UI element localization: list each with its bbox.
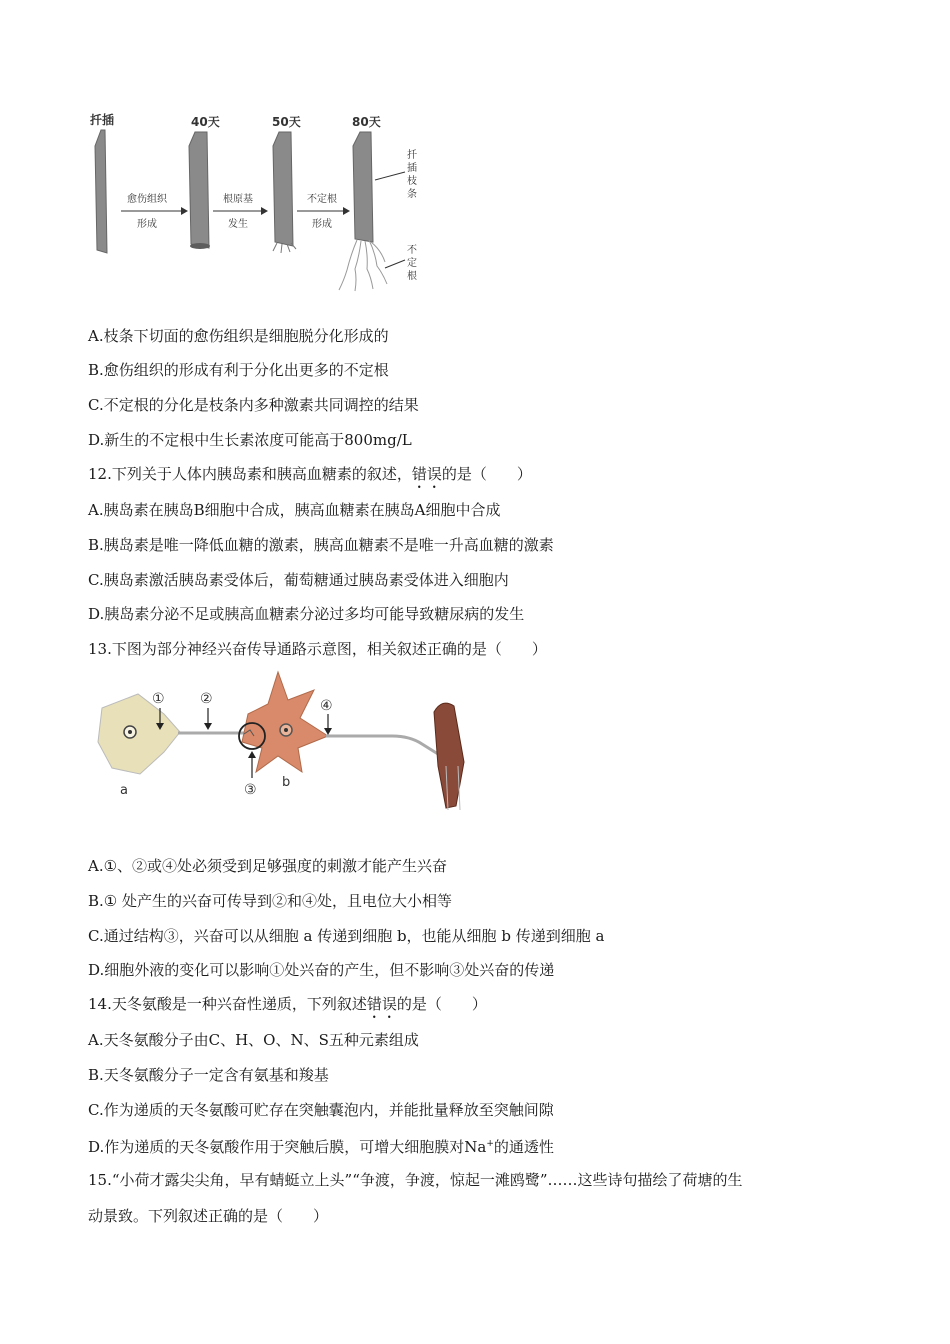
- q13-option-b: B.① 处产生的兴奋可传导到②和④处，且电位大小相等: [88, 892, 453, 910]
- q12-option-c: C.胰岛素激活胰岛素受体后，葡萄糖通过胰岛素受体进入细胞内: [88, 571, 509, 589]
- arrow-n2-head: [204, 723, 212, 730]
- q11-option-d: D.新生的不定根中生长素浓度可能高于800mg/L: [88, 431, 412, 449]
- q12-option-b: B.胰岛素是唯一降低血糖的激素，胰高血糖素不是唯一升高血糖的激素: [88, 536, 554, 554]
- neuron-a-body: [98, 694, 180, 774]
- q13-stem: 13.下图为部分神经兴奋传导通路示意图，相关叙述正确的是（ ）: [88, 640, 547, 658]
- cutting-stage-2: [273, 132, 293, 246]
- cutting-stage-3: [353, 132, 373, 242]
- q14-stem-before: 14.天冬氨酸是一种兴奋性递质，下列叙述: [88, 995, 367, 1013]
- arrow-n3-head: [248, 751, 256, 758]
- q12-option-d: D.胰岛素分泌不足或胰高血糖素分泌过多均可能导致糖尿病的发生: [88, 605, 525, 623]
- side-label-bottom-0: 不: [407, 245, 417, 256]
- arrow-label-1a: 愈伤组织: [127, 194, 167, 205]
- label-n3: ③: [244, 782, 257, 798]
- side-label-top-1: 插: [407, 163, 417, 174]
- arrow-label-2a: 根原基: [223, 194, 253, 205]
- q13-option-c: C.通过结构③，兴奋可以从细胞 a 传递到细胞 b，也能从细胞 b 传递到细胞 a: [88, 927, 605, 945]
- q12-stem: [88, 464, 532, 492]
- leader-line-cutting: [375, 172, 405, 180]
- q12-stem-emph: 错误: [411, 465, 442, 483]
- axon-b: [326, 736, 438, 754]
- arrow-label-3b: 形成: [312, 219, 332, 230]
- q14-option-a: A.天冬氨酸分子由C、H、O、N、S五种元素组成: [88, 1031, 419, 1049]
- arrow-label-2b: 发生: [228, 219, 248, 230]
- side-label-top-3: 条: [407, 189, 417, 200]
- q14-stem-after: 的是（ ）: [396, 995, 487, 1013]
- q13-option-a: A.①、②或④处必须受到足够强度的刺激才能产生兴奋: [88, 857, 448, 875]
- q11-option-c: C.不定根的分化是枝条内多种激素共同调控的结果: [88, 396, 419, 414]
- q15-stem-line1: 15.“小荷才露尖尖角，早有蜻蜓立上头”“争渡，争渡，惊起一滩鸥鹭”……这些诗句描绘了荷塘的生: [88, 1171, 743, 1189]
- q14-stem: [88, 994, 487, 1022]
- q12-option-a: A.胰岛素在胰岛B细胞中合成，胰高血糖素在胰岛A细胞中合成: [88, 501, 501, 519]
- neuron-a-nucleolus: [128, 730, 132, 734]
- q12-stem-after: 的是（ ）: [441, 465, 532, 483]
- callus: [190, 243, 210, 249]
- q14-stem-emph: 错误: [366, 995, 397, 1013]
- label-n4: ④: [320, 698, 333, 714]
- stage-label-1: 40天: [191, 115, 220, 129]
- q11-option-a: A.枝条下切面的愈伤组织是细胞脱分化形成的: [88, 327, 389, 345]
- side-label-top-2: 枝: [407, 176, 417, 187]
- q14-option-d: [88, 1134, 554, 1157]
- q11-option-b: B.愈伤组织的形成有利于分化出更多的不定根: [88, 361, 389, 379]
- stage-label-3: 80天: [352, 115, 381, 129]
- arrow-1-head: [181, 207, 188, 215]
- label-a: a: [120, 783, 128, 798]
- adventitious-roots: [339, 240, 387, 291]
- neuron-pathway-figure: [92, 670, 472, 820]
- q15-stem-line2: 动景致。下列叙述正确的是（ ）: [88, 1207, 329, 1225]
- q12-stem-before: 12.下列关于人体内胰岛素和胰高血糖素的叙述，: [88, 465, 412, 483]
- q14-option-c: C.作为递质的天冬氨酸可贮存在突触囊泡内，并能批量释放至突触间隙: [88, 1101, 554, 1119]
- arrow-2-head: [261, 207, 268, 215]
- leader-line-roots: [385, 260, 405, 268]
- label-b: b: [282, 775, 291, 790]
- q13-option-d: D.细胞外液的变化可以影响①处兴奋的产生，但不影响③处兴奋的传递: [88, 961, 555, 979]
- arrow-3-head: [343, 207, 350, 215]
- arrow-label-1b: 形成: [137, 219, 157, 230]
- q14-option-d-sup: +: [486, 1139, 494, 1149]
- cutting-stage-1: [189, 132, 209, 248]
- label-n2: ②: [200, 691, 213, 707]
- neuron-b-nucleolus: [284, 728, 288, 732]
- side-label-bottom-2: 根: [407, 271, 417, 282]
- stage-label-2: 50天: [272, 115, 301, 129]
- arrow-label-3a: 不定根: [307, 194, 337, 205]
- q14-option-d-ion: Na: [464, 1138, 487, 1156]
- q14-option-d-after: 的通透性: [493, 1138, 554, 1156]
- cutting-rooting-figure: [85, 108, 430, 298]
- side-label-bottom-1: 定: [407, 258, 417, 269]
- q14-option-b: B.天冬氨酸分子一定含有氨基和羧基: [88, 1066, 329, 1084]
- stage-label-0: 扦插: [90, 113, 115, 127]
- cutting-stage-0: [95, 130, 107, 253]
- q14-option-d-before: D.作为递质的天冬氨酸作用于突触后膜，可增大细胞膜对: [88, 1138, 465, 1156]
- side-label-top-0: 扦: [407, 150, 417, 161]
- label-n1: ①: [152, 691, 165, 707]
